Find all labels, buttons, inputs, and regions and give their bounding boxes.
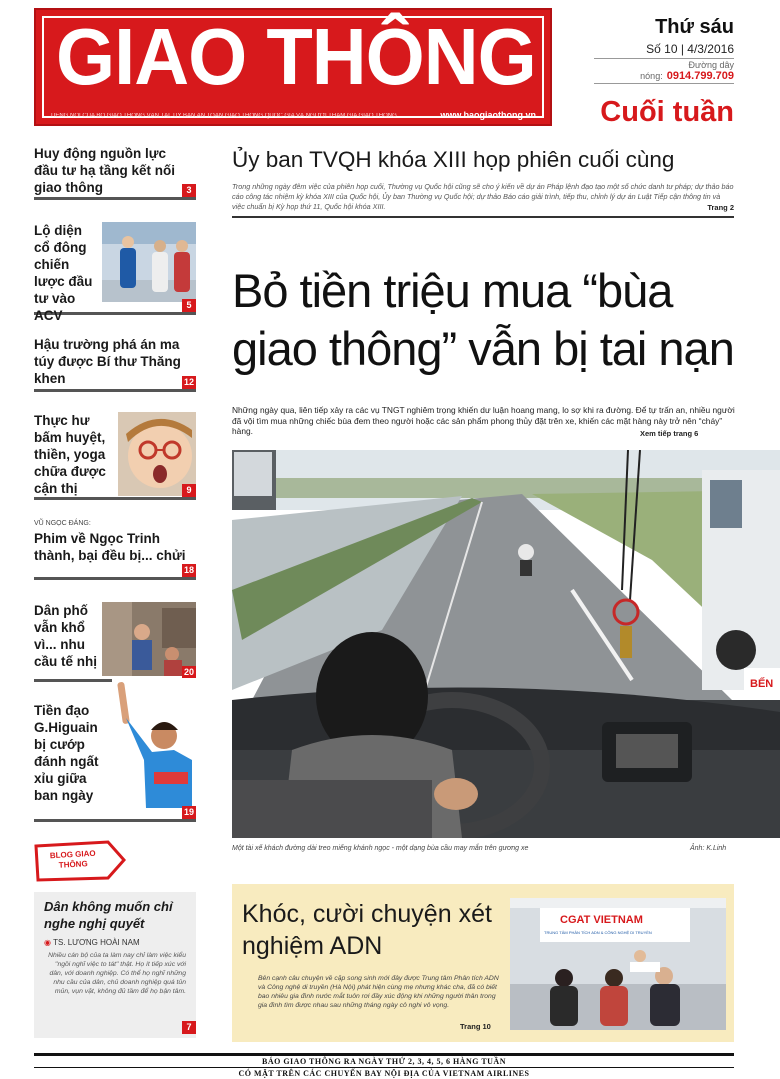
issue-info (594, 16, 734, 84)
page-badge: 18 (183, 565, 194, 575)
blog-body (34, 892, 196, 1038)
sidebar-item-title: Lộ diện cổ đông chiến lược đầu tư vào ACV (34, 223, 93, 323)
sidebar-item-infrastructure[interactable] (34, 140, 196, 200)
blog-card[interactable] (34, 840, 196, 1038)
truck-sign: BẾN (750, 678, 774, 690)
masthead (34, 8, 552, 126)
page-badge: 5 (182, 299, 196, 312)
page-badge: 3 (182, 184, 196, 197)
issue-day: Thứ sáu (655, 16, 734, 38)
street-crowd-image (102, 602, 196, 676)
higuain-thumbnail (112, 678, 196, 818)
blog-tag-label: BLOG GIAO THÔNG (49, 848, 96, 870)
main-lead: Những ngày qua, liên tiếp xảy ra các vụ TNGT nghiêm trọng khiến dư luận hoang mang, lo sợ khi ra đường. Để tự trấn an, nhiều người đã vội tìm mua những chiếc bùa đem theo người hoặc các sản phẩm phong thủy đặt trên xe, khiến các mặt hàng này trở nên “cháy” hàng. (232, 405, 735, 436)
sidebar-item-drug-case[interactable] (34, 336, 196, 392)
feature-title: Khóc, cười chuyện xét nghiệm ADN (242, 900, 492, 960)
author-icon: ◉ (44, 938, 54, 947)
hotline-label: Đường dây nóng: (640, 60, 734, 81)
blog-excerpt: Nhiều cán bộ của ta làm nay chỉ làm việc kiểu "ngồi nghĩ việc to tát" thật. Họ ít tiếp xúc với dân, với doanh nghiệp. Có thể họ nghĩ những nhu cầu của dân, chủ doanh nghiệp quá tủn mủn, vụn vặt, không đủ tầm để họ bận tâm. (48, 952, 186, 995)
sidebar-item-ngoc-trinh[interactable] (34, 520, 196, 580)
sidebar-item-title: Tiền đạo G.Higuain bị cướp đánh ngất xỉu giữa ban ngày (34, 703, 99, 803)
airport-staff-image (102, 222, 196, 302)
feature-dna[interactable] (232, 884, 734, 1042)
sidebar-item-myopia[interactable] (34, 412, 196, 500)
city-thumbnail (102, 602, 196, 676)
sidebar-item-title: Huy động nguồn lực đầu tư hạ tầng kết nối giao thông (34, 146, 176, 195)
sidebar-item-author: VŨ NGỌC ĐÁNG: (34, 520, 91, 527)
sidebar-item-title: Hậu trường phá án ma túy được Bí thư Thăng khen (34, 337, 181, 386)
blog-author (44, 938, 186, 947)
issue-number: Số 10 | 4/3/2016 (646, 42, 734, 56)
footer-schedule: BÁO GIAO THÔNG RA NGÀY THỨ 2, 3, 4, 5, 6 HÀNG TUẦN (34, 1057, 734, 1068)
sidebar-item-title: Thực hư bấm huyệt, thiền, yoga chữa được cận thị (34, 413, 106, 496)
sidebar-item-city-toilets[interactable] (34, 602, 196, 682)
top-story[interactable] (232, 146, 734, 218)
page-badge: 20 (183, 667, 194, 677)
feature-page: Trang 10 (460, 1022, 491, 1031)
sidebar-item-title: Dân phố vẫn khổ vì... nhu cầu tế nhị (34, 603, 98, 669)
feature-excerpt: Bên cạnh câu chuyện về cặp song sinh mới đây được Trung tâm Phân tích ADN và Công nghệ di truyền (Hà Nội) phát hiện cùng mẹ nhưng khác cha, đã có biết bao nhiêu gia đình nước mắt tuôn rơi đầy xúc động khi những người thân trong gia đình tìm được nhau sau những tháng ngày cô nghi vô vọng. (258, 975, 499, 1009)
main-continued: Xem tiếp trang 6 (640, 429, 699, 438)
bus-driver-image (232, 450, 780, 838)
acv-thumbnail (102, 222, 196, 302)
clinic-sign-brand: CGAT VIETNAM (560, 914, 643, 926)
hotline (594, 58, 734, 84)
sidebar-item-acv[interactable] (34, 222, 196, 323)
footer (34, 1053, 734, 1079)
divider (232, 216, 734, 218)
blog-author-name: TS. LƯƠNG HOÀI NAM (53, 938, 140, 947)
sidebar (34, 140, 196, 822)
top-story-title: Ủy ban TVQH khóa XIII họp phiên cuối cùng (232, 147, 675, 172)
feature-photo (510, 898, 726, 1030)
hotline-number: 0914.799.709 (666, 70, 734, 82)
clinic-sign-sub: TRUNG TÂM PHÂN TÍCH ADN & CÔNG NGHỆ DI TRUYỀN (544, 930, 652, 935)
page-badge: 12 (183, 377, 194, 387)
photo-credit: Ảnh: K.Linh (690, 845, 727, 852)
newspaper-logo: GIAO THÔNG (56, 12, 536, 102)
page-badge: 9 (182, 484, 196, 497)
top-story-summary: Trong những ngày đêm việc của phiên họp cuối, Thường vụ Quốc hội cũng sẽ cho ý kiến về dự án Pháp lệnh đạo tạo một số chức danh tư pháp; dự thảo báo cáo công tác nhiệm kỳ khóa XIII của Quốc hội, Ủy ban Thường vụ Quốc hội; dự thảo Báo cáo giải trình, tiếp thu, chỉnh lý dự án Luật Tiếp cận thông tin và việc chuẩn bị Kỳ họp thứ 11, Quốc hội khóa XIII. (232, 182, 734, 211)
blog-title: Dân không muốn chỉ nghe nghị quyết (44, 899, 173, 931)
top-story-page: Trang 2 (707, 203, 734, 212)
photo-caption: Một tài xế khách đường dài treo miếng khánh ngọc - một dạng bùa cầu may mắn trên gương xe (232, 845, 529, 852)
footballer-image (112, 678, 196, 818)
sidebar-item-higuain[interactable] (34, 702, 196, 822)
page-badge: 19 (183, 807, 194, 817)
main-headline[interactable]: Bỏ tiền triệu mua “bùa giao thông” vẫn bị tai nạn (232, 264, 734, 375)
footer-airline: CÓ MẶT TRÊN CÁC CHUYẾN BAY NỘI ĐỊA CỦA VIETNAM AIRLINES (238, 1069, 530, 1078)
main-photo (232, 450, 780, 838)
sidebar-item-title: Phim về Ngọc Trinh thành, bại đều bị... chửi (34, 531, 186, 563)
edition-label: Cuối tuần (600, 96, 734, 128)
page-badge: 7 (182, 1021, 196, 1034)
website-url: www.baogiaothong.vn (440, 110, 536, 120)
masthead-tagline: TIẾNG NÓI CỦA BỘ GIAO THÔNG VẬN TẢI, ỦY BAN AN TOÀN GIAO THÔNG QUỐC GIA VÀ NGƯỜI THAM GIA GIAO THÔNG (50, 113, 397, 119)
